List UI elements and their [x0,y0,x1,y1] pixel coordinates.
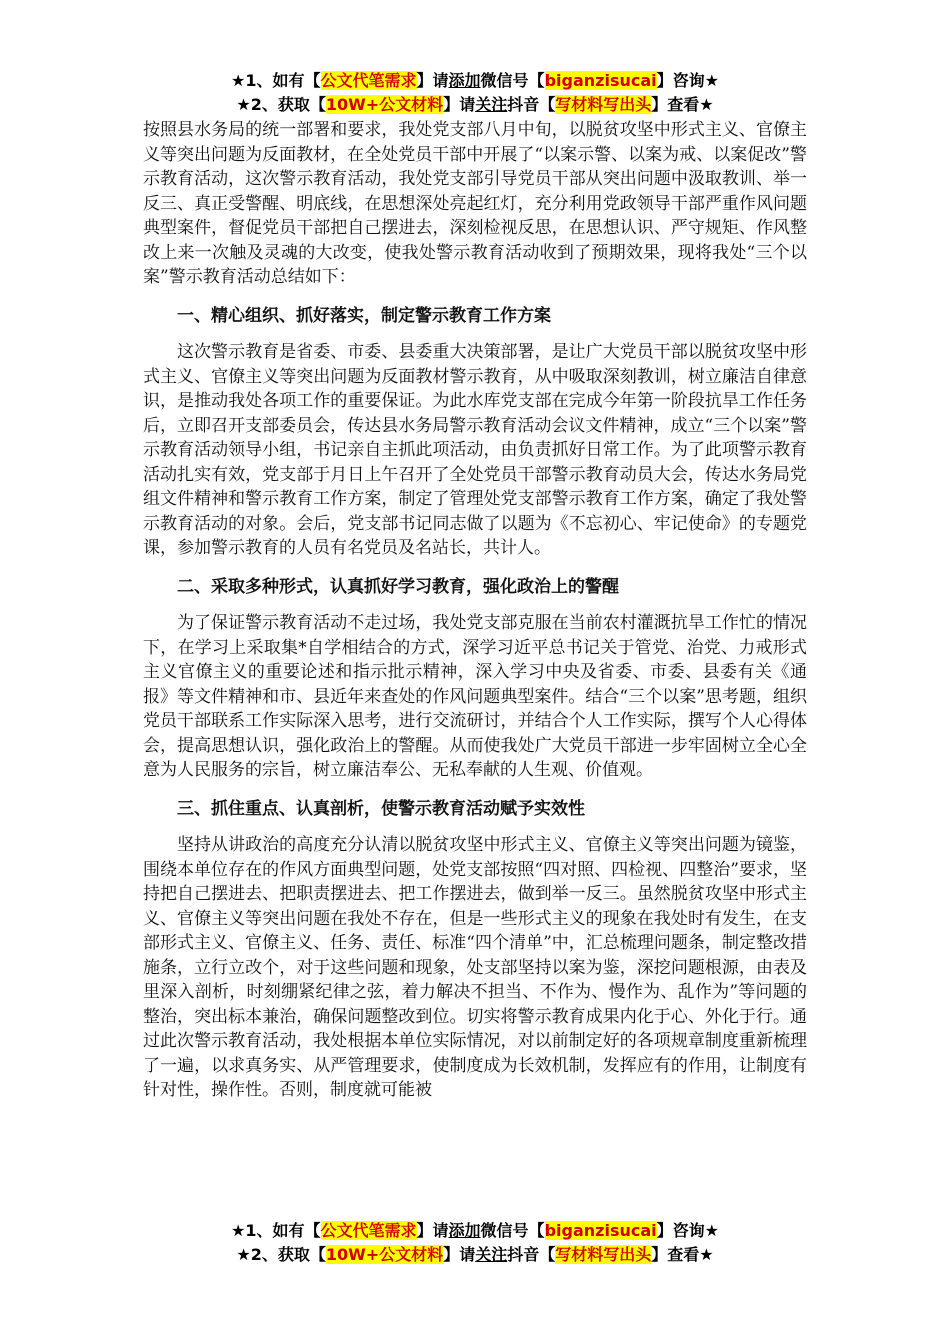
highlight-ghostwriting: 公文代笔需求 [320,1221,417,1240]
star-icon: ★ [236,95,251,114]
banner-text: 微信号【 [480,1221,545,1240]
section-3-paragraph: 坚持从讲政治的高度充分认清以脱贫攻坚中形式主义、官僚主义等突出问题为镜鉴，围绕本单位存在的作风方面典型问题，处党支部按照“四对照、四检视、四整治”要求，坚持把自己摆进去、把职责摆进去、把工作摆进去，做到举一反三。虽然脱贫攻坚中形式主义、官僚主义等突出问题在我处不存在，但是一些形式主义的现象在我处时有发生，在支部形式主义、官僚主义、任务、责任、标准“四个清单”中，汇总梳理问题条，制定整改措施条，立行立改个，对于这些问题和现象，处支部坚持以案为鉴，深挖问题根源，由表及里深入剖析，时刻绷紧纪律之弦，着力解决不担当、不作为、慢作为、乱作为”等问题的整治，突出标本兼治，确保问题整改到位。切实将警示教育成果内化于心、外化于行。通过此次警示教育活动，我处根据本单位实际情况，对以前制定好的各项规章制度重新梳理了一遍，以求真务实、从严管理要求，使制度成为长效机制，发挥应有的作用，让制度有针对性，操作性。否则，制度就可能被 [143,835,807,1100]
section-1-heading: 一、精心组织、抓好落实，制定警示教育工作方案 [177,305,551,326]
banner-text: 抖音【 [507,95,556,114]
banner-text: 】请 [443,1245,476,1264]
document-body [143,118,807,1103]
banner-text: 】咨询★ [656,1221,719,1240]
highlight-materials: 10W+公文材料 [325,1245,444,1264]
banner-text: 】请 [443,95,476,114]
highlight-wechat-id: biganzisucai [544,1221,657,1240]
banner-text-underlined: 关注 [475,95,508,114]
banner-text: 微信号【 [480,71,545,90]
highlight-douyin: 写材料写出头 [555,95,652,114]
banner-text: 1、如有【 [245,1221,321,1240]
banner-text: 抖音【 [507,1245,556,1264]
banner-text: 1、如有【 [245,71,321,90]
banner-text-underlined: 关注 [475,1245,508,1264]
highlight-wechat-id: biganzisucai [544,71,657,90]
banner-text-underlined: 添加 [448,71,481,90]
banner-text: 2、获取【 [250,1245,326,1264]
banner-text: 2、获取【 [250,95,326,114]
intro-paragraph: 按照县水务局的统一部署和要求，我处党支部八月中旬，以脱贫攻坚中形式主义、官僚主义等突出问题为反面教材，在全处党员干部中开展了“以案示警、以案为戒、以案促改”警示教育活动，这次警示教育活动，我处党支部引导党员干部从突出问题中汲取教训、举一反三、真正受警醒、明底线，在思想深处亮起红灯，充分利用党政领导干部严重作风问题典型案件，督促党员干部把自己摆进去，深刻检视反思，在思想认识、严守规矩、作风整改上来一次触及灵魂的大改变，使我处警示教育活动收到了预期效果，现将我处“三个以案”警示教育活动总结如下： [143,120,807,287]
bottom-banner-line-2 [0,1244,950,1266]
star-icon: ★ [231,71,246,90]
banner-text-underlined: 添加 [448,1221,481,1240]
section-1-paragraph: 这次警示教育是省委、市委、县委重大决策部署，是让广大党员干部以脱贫攻坚中形式主义、官僚主义等突出问题为反面教材警示教育，从中吸取深刻教训，树立廉洁自律意识，是推动我处各项工作的重要保证。为此水库党支部在完成今年第一阶段抗旱工作任务后，立即召开支部委员会，传达县水务局警示教育活动会议文件精神，成立“三个以案”警示教育活动领导小组，书记亲自主抓此项活动，由负责抓好日常工作。为了此项警示教育活动扎实有效，党支部于月日上午召开了全处党员干部警示教育动员大会，传达水务局党组文件精神和警示教育工作方案，制定了管理处党支部警示教育工作方案，确定了我处警示教育活动的对象。会后，党支部书记同志做了以题为《不忘初心、牢记使命》的专题党课，参加警示教育的人员有名党员及名站长，共计人。 [143,342,807,558]
section-2-heading: 二、采取多种形式，认真抓好学习教育，强化政治上的警醒 [177,576,619,597]
banner-text: 】查看★ [651,95,714,114]
star-icon: ★ [236,1245,251,1264]
banner-text: 】查看★ [651,1245,714,1264]
highlight-douyin: 写材料写出头 [555,1245,652,1264]
banner-text: 】咨询★ [656,71,719,90]
banner-text: 】请 [416,71,449,90]
highlight-materials: 10W+公文材料 [325,95,444,114]
section-3-heading: 三、抓住重点、认真剖析，使警示教育活动赋予实效性 [177,798,585,819]
highlight-ghostwriting: 公文代笔需求 [320,71,417,90]
banner-text: 】请 [416,1221,449,1240]
top-banner-line-2 [0,94,950,116]
bottom-banner-line-1 [0,1220,950,1242]
star-icon: ★ [231,1221,246,1240]
section-2-paragraph: 为了保证警示教育活动不走过场，我处党支部克服在当前农村灌溉抗旱工作忙的情况下，在学习上采取集*自学相结合的方式，深学习近平总书记关于管党、治党、力戒形式主义官僚主义的重要论述和指示批示精神，深入学习中央及省委、市委、县委有关《通报》等文件精神和市、县近年来查处的作风问题典型案件。结合“三个以案”思考题，组织党员干部联系工作实际深入思考，进行交流研讨，并结合个人工作实际，撰写个人心得体会，提高思想认识，强化政治上的警醒。从而使我处广大党员干部进一步牢固树立全心全意为人民服务的宗旨，树立廉洁奉公、无私奉献的人生观、价值观。 [143,613,807,780]
top-banner-line-1 [0,70,950,92]
